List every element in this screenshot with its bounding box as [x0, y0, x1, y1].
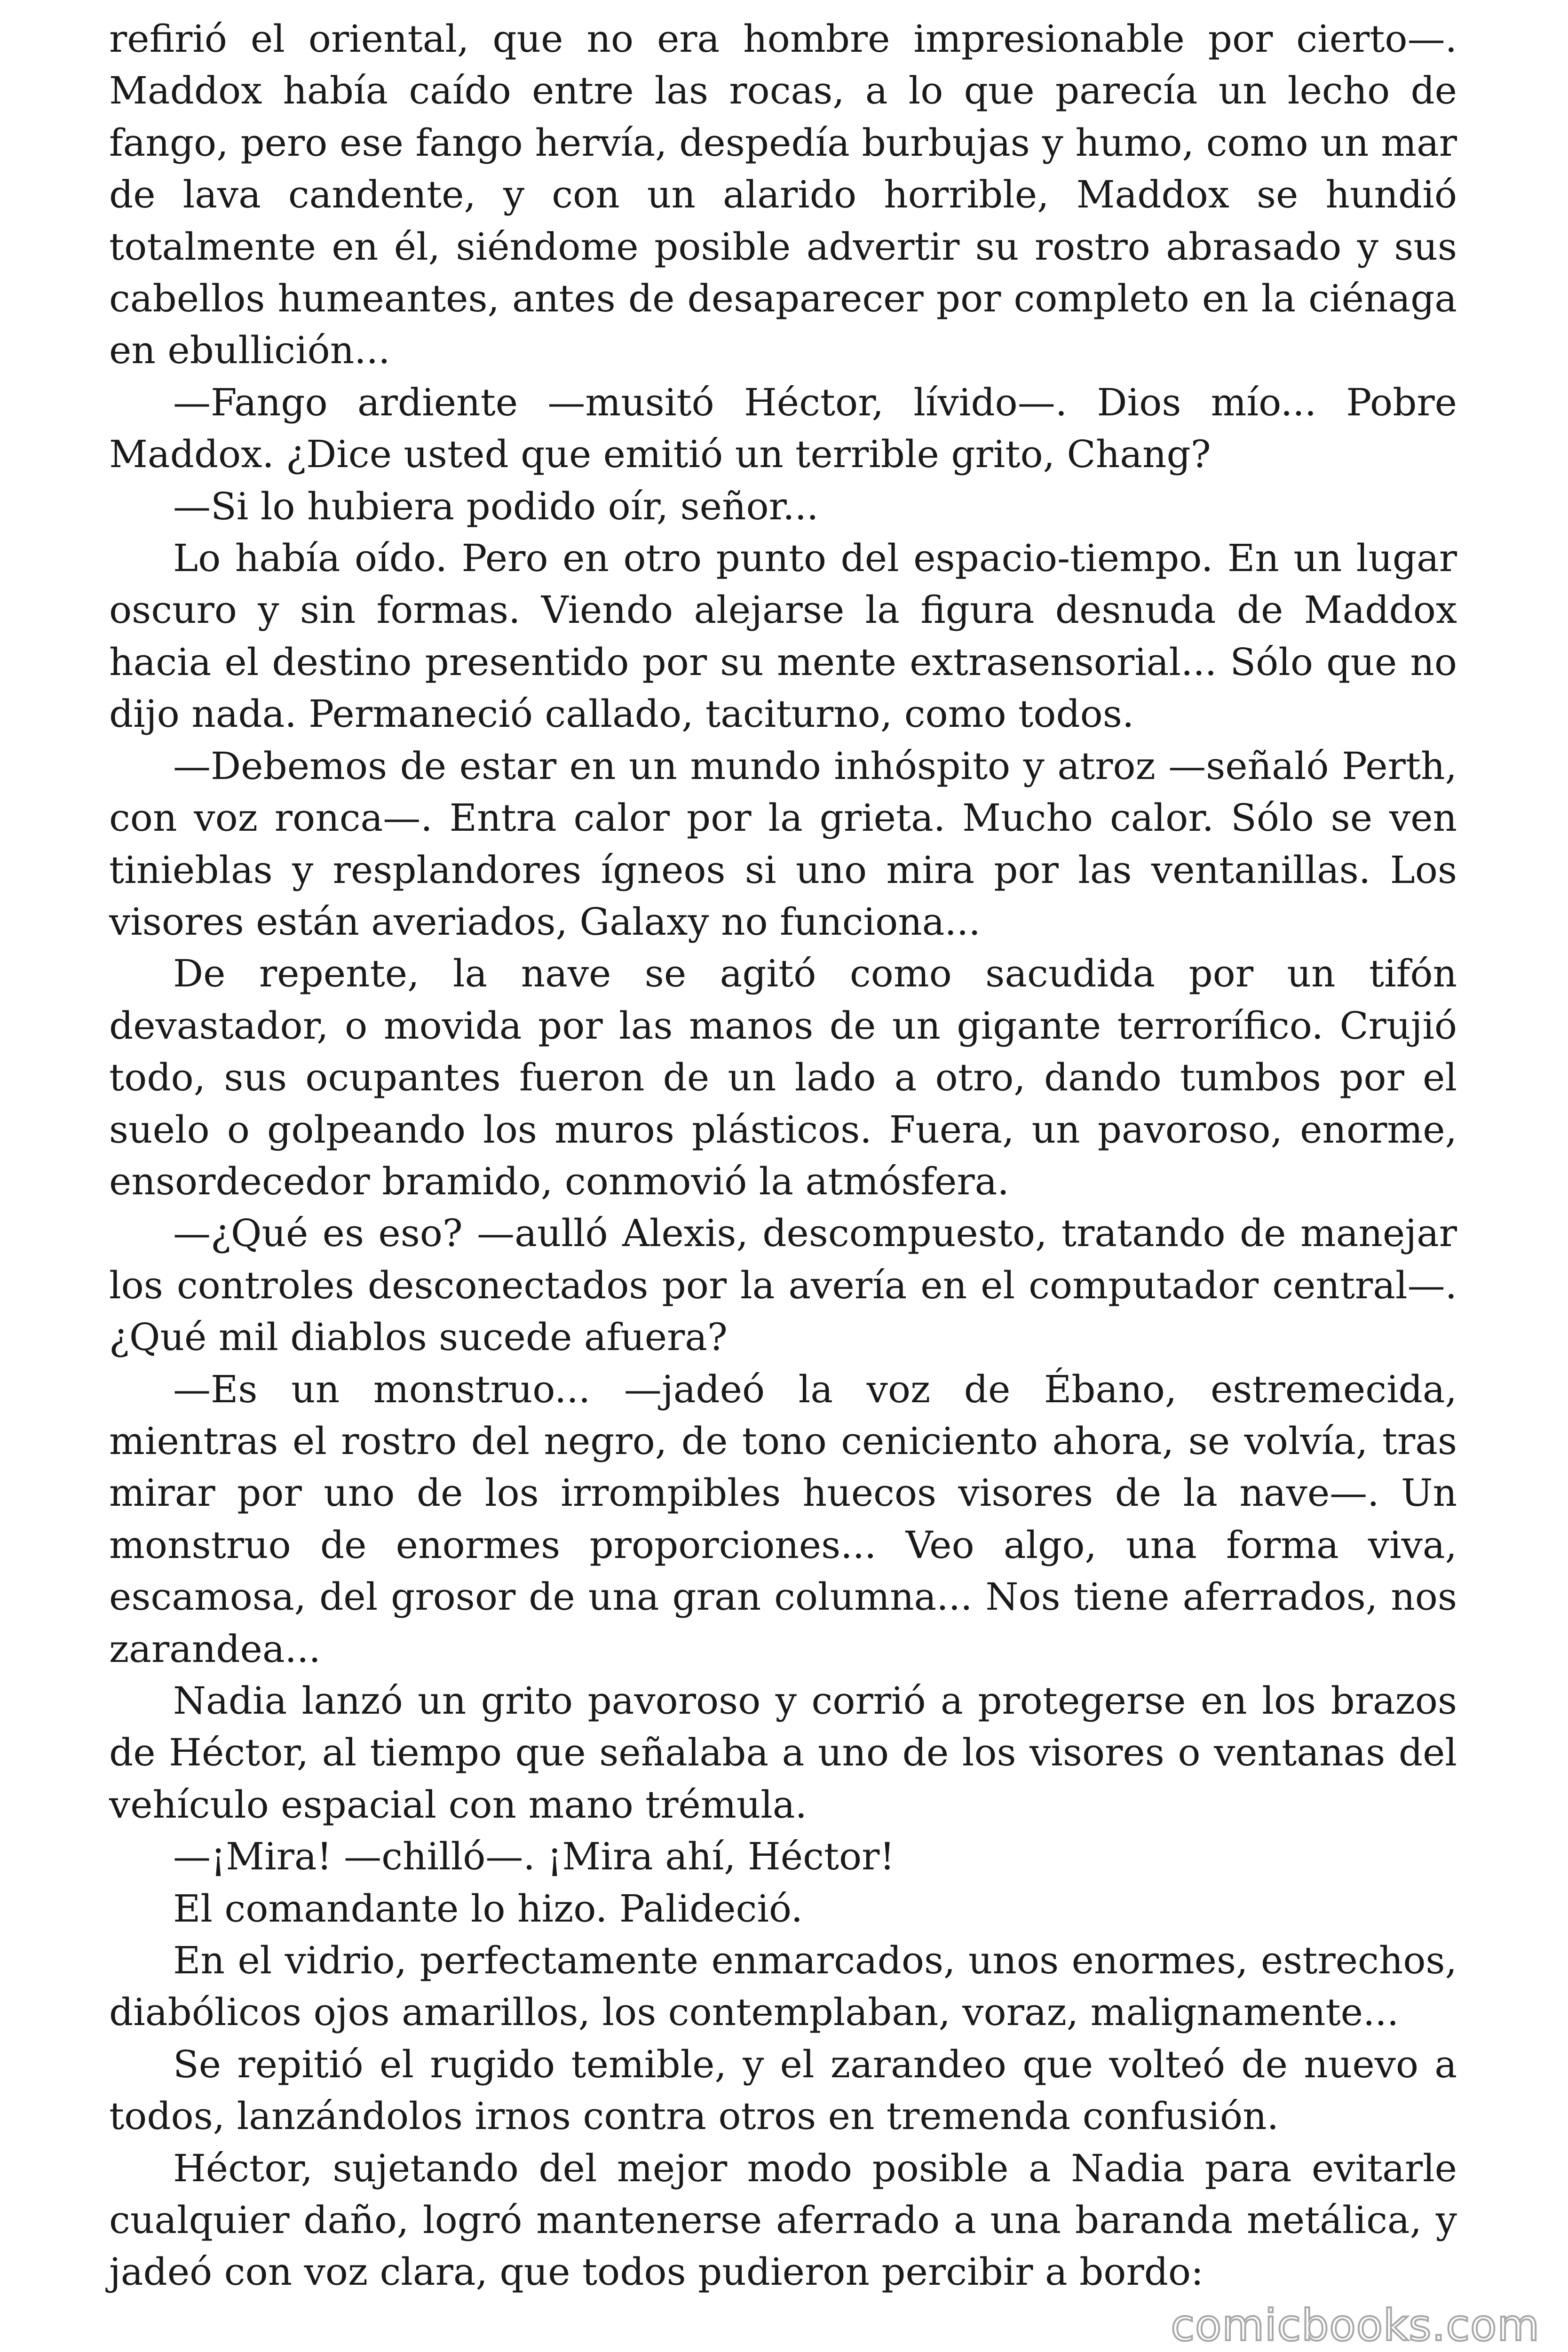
- paragraph-12: En el vidrio, perfectamente enmarcados, unos enormes, estrechos, diabólicos ojos amarillos, los contemplaban, voraz, malignamente...: [109, 1939, 1457, 2034]
- paragraph-13: Se repitió el rugido temible, y el zarandeo que volteó de nuevo a todos, lanzándolos irnos contra otros en tremenda confusión.: [109, 2042, 1457, 2138]
- paragraph-11: El comandante lo hizo. Palideció.: [173, 1886, 803, 1931]
- paragraph-10: —¡Mira! —chilló—. ¡Mira ahí, Héctor!: [173, 1835, 895, 1879]
- paragraph-3: —Si lo hubiera podido oír, señor...: [173, 484, 819, 528]
- paragraph-4: Lo había oído. Pero en otro punto del espacio-tiempo. En un lugar oscuro y sin formas. Viendo alejarse la figura desnuda de Maddox hacia el destino presentido por su mente extrasensorial... Sólo que no dijo nada. Permaneció callado, taciturno, como todos.: [109, 536, 1457, 736]
- paragraph-2: —Fango ardiente —musitó Héctor, lívido—. Dios mío... Pobre Maddox. ¿Dice usted que emitió un terrible grito, Chang?: [109, 380, 1457, 477]
- paragraph-14: Héctor, sujetando del mejor modo posible a Nadia para evitarle cualquier daño, logró mantenerse aferrado a una baranda metálica, y jadeó con voz clara, que todos pudieron percibir a bordo:: [109, 2146, 1457, 2294]
- page-body: [109, 13, 1457, 2298]
- paragraph-8: —Es un monstruo... —jadeó la voz de Ébano, estremecida, mientras el rostro del negro, de tono ceniciento ahora, se volvía, tras mirar por uno de los irrompibles huecos visores de la nave—. Un monstruo de enormes proporciones... Veo algo, una forma viva, escamosa, del grosor de una gran columna... Nos tiene aferrados, nos zarandea...: [109, 1367, 1457, 1671]
- paragraph-7: —¿Qué es eso? —aulló Alexis, descompuesto, tratando de manejar los controles desconectados por la avería en el computador central—. ¿Qué mil diablos sucede afuera?: [109, 1211, 1457, 1359]
- watermark-logo: comicbooks.com: [1171, 2300, 1540, 2351]
- paragraph-1: refirió el oriental, que no era hombre impresionable por cierto—. Maddox había caído entre las rocas, a lo que parecía un lecho de fango, pero ese fango hervía, despedía burbujas y humo, como un mar de lava candente, y con un alarido horrible, Maddox se hundió totalmente en él, siéndome posible advertir su rostro abrasado y sus cabellos humeantes, antes de desaparecer por completo en la ciénaga en ebullición...: [109, 17, 1457, 373]
- paragraph-5: —Debemos de estar en un mundo inhóspito y atroz —señaló Perth, con voz ronca—. Entra calor por la grieta. Mucho calor. Sólo se ven tinieblas y resplandores ígneos si uno mira por las ventanillas. Los visores están averiados, Galaxy no funciona...: [109, 744, 1457, 944]
- paragraph-6: De repente, la nave se agitó como sacudida por un tifón devastador, o movida por las manos de un gigante terrorífico. Crujió todo, sus ocupantes fueron de un lado a otro, dando tumbos por el suelo o golpeando los muros plásticos. Fuera, un pavoroso, enorme, ensordecedor bramido, conmovió la atmósfera.: [109, 952, 1457, 1203]
- paragraph-9: Nadia lanzó un grito pavoroso y corrió a protegerse en los brazos de Héctor, al tiempo que señalaba a uno de los visores o ventanas del vehículo espacial con mano trémula.: [109, 1679, 1457, 1827]
